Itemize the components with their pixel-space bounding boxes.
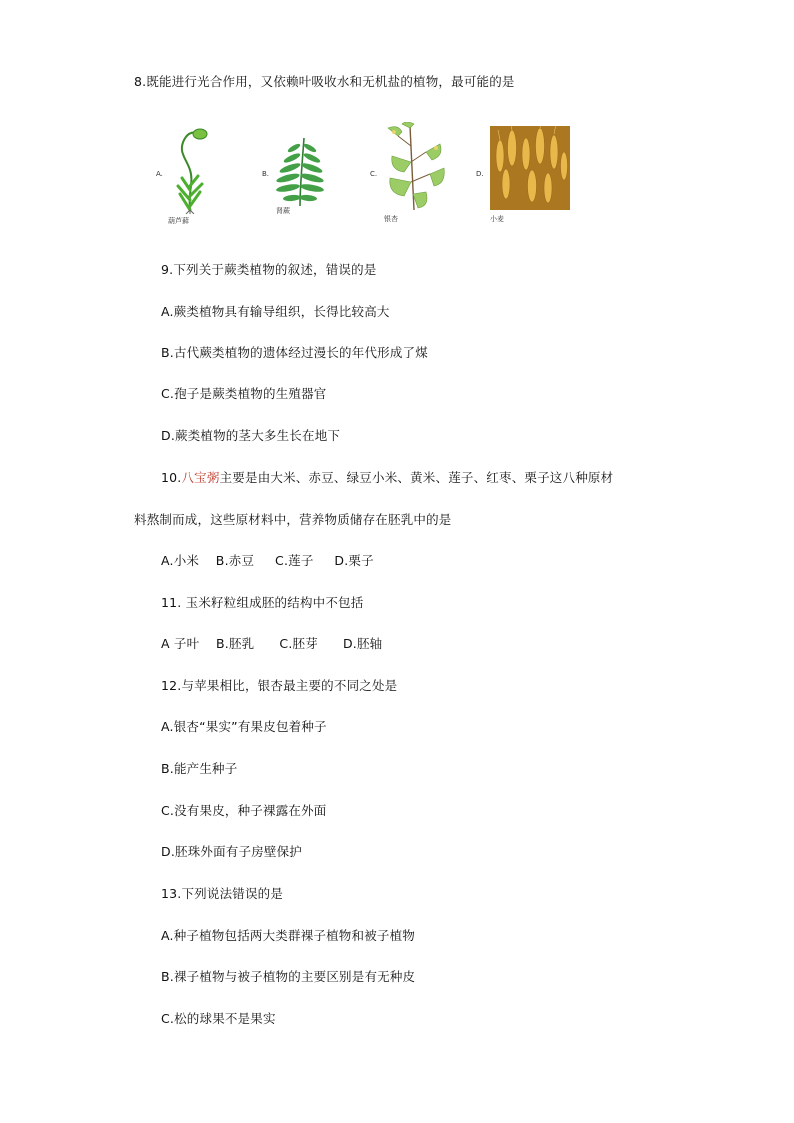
q12-option-a: A.银杏“果实”有果皮包着种子 [161, 719, 327, 734]
option-a-caption: 葫芦藓 [168, 217, 189, 225]
q13-option-c: C.松的球果不是果实 [161, 1011, 276, 1026]
q8-stem: 8.既能进行光合作用，又依赖叶吸收水和无机盐的植物，最可能的是 [134, 74, 515, 89]
q9-option-c: C.孢子是蕨类植物的生殖器官 [161, 386, 327, 401]
q11-options: A 子叶 B.胚乳 C.胚芽 D.胚轴 [161, 636, 383, 651]
q9-option-a: A.蕨类植物具有输导组织，长得比较高大 [161, 304, 390, 319]
q13-option-a: A.种子植物包括两大类群裸子植物和被子植物 [161, 928, 416, 943]
q10-stem [161, 470, 613, 486]
q9-option-d: D.蕨类植物的茎大多生长在地下 [161, 428, 341, 443]
option-b-letter: B. [262, 170, 270, 178]
q9-stem: 9.下列关于蕨类植物的叙述，错误的是 [161, 262, 377, 277]
q10-stem-line2: 料熬制而成，这些原材料中，营养物质储存在胚乳中的是 [134, 512, 452, 527]
q10-number: 10. [161, 470, 182, 485]
option-a-letter: A. [156, 170, 163, 178]
q10-stem-rest: 主要是由大米、赤豆、绿豆小米、黄米、莲子、红枣、栗子这八种原材 [219, 470, 614, 485]
q10-options: A.小米 B.赤豆 C.莲子 D.栗子 [161, 553, 374, 568]
ginkgo-icon [380, 122, 446, 212]
q12-option-d: D.胚珠外面有子房壁保护 [161, 844, 302, 859]
q12-option-b: B.能产生种子 [161, 761, 238, 776]
fern-icon [274, 136, 326, 208]
moss-icon [168, 122, 212, 214]
q13-stem: 13.下列说法错误的是 [161, 886, 284, 901]
option-d-letter: D. [476, 170, 484, 178]
option-b-caption: 肾蕨 [276, 207, 290, 215]
q11-stem: 11. 玉米籽粒组成胚的结构中不包括 [161, 595, 364, 610]
q10-highlight-term: 八宝粥 [181, 470, 220, 485]
option-c-caption: 银杏 [384, 215, 398, 223]
option-d-caption: 小麦 [490, 215, 504, 223]
q13-option-b: B.裸子植物与被子植物的主要区别是有无种皮 [161, 969, 416, 984]
option-c-letter: C. [370, 170, 378, 178]
q8-options-figure [150, 118, 580, 228]
q9-option-b: B.古代蕨类植物的遗体经过漫长的年代形成了煤 [161, 345, 428, 360]
q12-stem: 12.与苹果相比，银杏最主要的不同之处是 [161, 678, 398, 693]
wheat-photo [490, 126, 570, 210]
q12-option-c: C.没有果皮，种子裸露在外面 [161, 803, 327, 818]
